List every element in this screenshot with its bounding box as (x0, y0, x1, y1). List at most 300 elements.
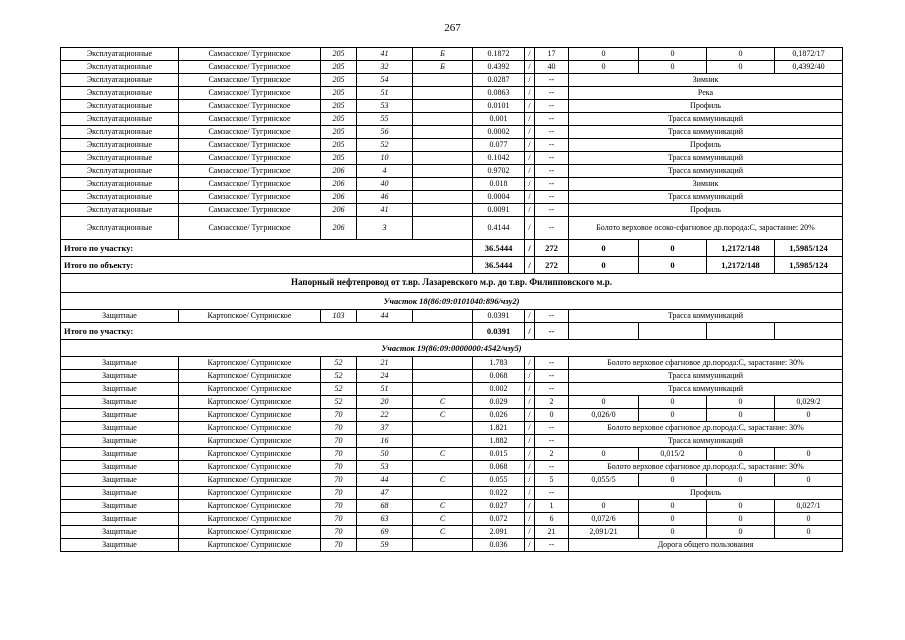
total-label: Итого по участку: (61, 323, 473, 340)
total-value-3: 1,2172/148 (707, 240, 775, 257)
separator-cell: / (525, 448, 535, 461)
volume-cell: -- (535, 310, 569, 323)
forest-type-cell: Защитные (61, 396, 179, 409)
area-cell: 0.027 (473, 500, 525, 513)
category-cell: Б (413, 61, 473, 74)
forest-plots-table (60, 47, 843, 552)
forestry-cell: Самзасское/ Тугринское (179, 126, 321, 139)
allotment-cell: 55 (357, 113, 413, 126)
category-cell (413, 152, 473, 165)
forestry-cell: Самзасское/ Тугринское (179, 61, 321, 74)
category-cell: С (413, 526, 473, 539)
allotment-cell: 68 (357, 500, 413, 513)
area-cell: 0.0287 (473, 74, 525, 87)
value-cell-2: 0 (639, 500, 707, 513)
value-cell-2: 0 (639, 48, 707, 61)
volume-cell: -- (535, 422, 569, 435)
table-row (61, 87, 843, 100)
category-cell: С (413, 448, 473, 461)
forestry-cell: Самзасское/ Тугринское (179, 100, 321, 113)
separator-cell: / (525, 526, 535, 539)
note-cell: Болото верховое осоко-сфагновое др.порода:С, зарастание: 20% (569, 217, 843, 240)
area-cell: 0.001 (473, 113, 525, 126)
separator-cell: / (525, 357, 535, 370)
separator-cell: / (525, 139, 535, 152)
volume-cell: 2 (535, 396, 569, 409)
section-heading (61, 340, 843, 357)
forest-type-cell: Защитные (61, 526, 179, 539)
separator-cell: / (525, 487, 535, 500)
total-row (61, 257, 843, 274)
table-row (61, 178, 843, 191)
value-cell-1: 0,055/5 (569, 474, 639, 487)
area-cell: 0.0863 (473, 87, 525, 100)
total-area: 0.0391 (473, 323, 525, 340)
forest-type-cell: Эксплуатационные (61, 191, 179, 204)
section-heading (61, 293, 843, 310)
value-cell-3: 0 (707, 409, 775, 422)
area-cell: 0.0391 (473, 310, 525, 323)
area-cell: 1.882 (473, 435, 525, 448)
category-cell: С (413, 513, 473, 526)
area-cell: 0.0004 (473, 191, 525, 204)
quarter-cell: 70 (321, 539, 357, 552)
value-cell-1: 0 (569, 48, 639, 61)
area-cell: 1.821 (473, 422, 525, 435)
area-cell: 2.091 (473, 526, 525, 539)
category-cell (413, 422, 473, 435)
note-cell: Трасса коммуникаций (569, 435, 843, 448)
value-cell-3: 0 (707, 500, 775, 513)
forest-type-cell: Эксплуатационные (61, 61, 179, 74)
table-row (61, 474, 843, 487)
note-cell: Река (569, 87, 843, 100)
quarter-cell: 205 (321, 48, 357, 61)
volume-cell: -- (535, 435, 569, 448)
value-cell-1: 0,026/0 (569, 409, 639, 422)
table-row (61, 310, 843, 323)
category-cell (413, 178, 473, 191)
separator-cell: / (525, 178, 535, 191)
total-value-4: 1,5985/124 (775, 257, 843, 274)
volume-cell: -- (535, 165, 569, 178)
forest-type-cell: Защитные (61, 474, 179, 487)
total-row (61, 323, 843, 340)
value-cell-3: 0 (707, 396, 775, 409)
total-volume: -- (535, 323, 569, 340)
forestry-cell: Картопское/ Супринское (179, 448, 321, 461)
volume-cell: -- (535, 152, 569, 165)
separator-cell: / (525, 74, 535, 87)
separator-cell: / (525, 435, 535, 448)
quarter-cell: 205 (321, 113, 357, 126)
total-value-2: 0 (639, 257, 707, 274)
allotment-cell: 53 (357, 100, 413, 113)
area-cell: 0.4144 (473, 217, 525, 240)
table-row (61, 191, 843, 204)
allotment-cell: 44 (357, 310, 413, 323)
separator-cell: / (525, 539, 535, 552)
forestry-cell: Картопское/ Супринское (179, 310, 321, 323)
area-cell: 0.022 (473, 487, 525, 500)
quarter-cell: 103 (321, 310, 357, 323)
volume-cell: 5 (535, 474, 569, 487)
area-cell: 0.015 (473, 448, 525, 461)
volume-cell: 2 (535, 448, 569, 461)
forest-type-cell: Эксплуатационные (61, 139, 179, 152)
value-cell-4: 0 (775, 474, 843, 487)
separator-cell: / (525, 204, 535, 217)
table-row (61, 422, 843, 435)
allotment-cell: 24 (357, 370, 413, 383)
volume-cell: -- (535, 74, 569, 87)
volume-cell: -- (535, 217, 569, 240)
allotment-cell: 20 (357, 396, 413, 409)
quarter-cell: 70 (321, 526, 357, 539)
table-row (61, 461, 843, 474)
value-cell-1: 2,091/21 (569, 526, 639, 539)
area-cell: 0.002 (473, 383, 525, 396)
category-cell (413, 74, 473, 87)
quarter-cell: 205 (321, 87, 357, 100)
separator-cell: / (525, 87, 535, 100)
value-cell-2: 0,015/2 (639, 448, 707, 461)
table-row (61, 539, 843, 552)
total-value-3 (707, 323, 775, 340)
forestry-cell: Картопское/ Супринское (179, 409, 321, 422)
quarter-cell: 70 (321, 448, 357, 461)
note-cell: Профиль (569, 487, 843, 500)
category-cell (413, 461, 473, 474)
allotment-cell: 22 (357, 409, 413, 422)
value-cell-3: 0 (707, 526, 775, 539)
total-volume: 272 (535, 257, 569, 274)
quarter-cell: 205 (321, 100, 357, 113)
total-row (61, 240, 843, 257)
area-cell: 0.4392 (473, 61, 525, 74)
area-cell: 0.068 (473, 461, 525, 474)
separator-cell: / (525, 152, 535, 165)
forest-type-cell: Эксплуатационные (61, 165, 179, 178)
volume-cell: 1 (535, 500, 569, 513)
area-cell: 0.036 (473, 539, 525, 552)
separator-cell: / (525, 500, 535, 513)
note-cell: Трасса коммуникаций (569, 383, 843, 396)
value-cell-2: 0 (639, 526, 707, 539)
note-cell: Болото верховое сфагновое др.порода:С, зарастание: 30% (569, 461, 843, 474)
allotment-cell: 63 (357, 513, 413, 526)
category-cell: Б (413, 48, 473, 61)
allotment-cell: 53 (357, 461, 413, 474)
table-row (61, 204, 843, 217)
separator-cell: / (525, 191, 535, 204)
allotment-cell: 69 (357, 526, 413, 539)
table-row (61, 487, 843, 500)
forest-type-cell: Защитные (61, 539, 179, 552)
area-cell: 0.1872 (473, 48, 525, 61)
allotment-cell: 59 (357, 539, 413, 552)
value-cell-3: 0 (707, 474, 775, 487)
quarter-cell: 206 (321, 191, 357, 204)
table-row (61, 139, 843, 152)
value-cell-2: 0 (639, 396, 707, 409)
quarter-cell: 205 (321, 139, 357, 152)
note-cell: Зимник (569, 74, 843, 87)
allotment-cell: 40 (357, 178, 413, 191)
allotment-cell: 44 (357, 474, 413, 487)
separator-cell: / (525, 310, 535, 323)
total-value-1: 0 (569, 257, 639, 274)
note-cell: Дорога общего пользования (569, 539, 843, 552)
forestry-cell: Картопское/ Супринское (179, 474, 321, 487)
forest-type-cell: Эксплуатационные (61, 152, 179, 165)
forestry-cell: Самзасское/ Тугринское (179, 217, 321, 240)
allotment-cell: 37 (357, 422, 413, 435)
forestry-cell: Картопское/ Супринское (179, 539, 321, 552)
note-cell: Болото верховое сфагновое др.порода:С, зарастание: 30% (569, 357, 843, 370)
forest-type-cell: Эксплуатационные (61, 48, 179, 61)
allotment-cell: 46 (357, 191, 413, 204)
forest-type-cell: Эксплуатационные (61, 74, 179, 87)
quarter-cell: 70 (321, 474, 357, 487)
quarter-cell: 70 (321, 500, 357, 513)
allotment-cell: 50 (357, 448, 413, 461)
table-row (61, 500, 843, 513)
category-cell: С (413, 500, 473, 513)
allotment-cell: 52 (357, 139, 413, 152)
table-row (61, 409, 843, 422)
allotment-cell: 3 (357, 217, 413, 240)
table-row (61, 383, 843, 396)
category-cell (413, 487, 473, 500)
forestry-cell: Картопское/ Супринское (179, 500, 321, 513)
total-value-3: 1,2172/148 (707, 257, 775, 274)
table-row (61, 165, 843, 178)
category-cell (413, 204, 473, 217)
area-cell: 0.072 (473, 513, 525, 526)
quarter-cell: 206 (321, 204, 357, 217)
category-cell (413, 310, 473, 323)
forest-type-cell: Защитные (61, 500, 179, 513)
volume-cell: -- (535, 204, 569, 217)
forestry-cell: Картопское/ Супринское (179, 513, 321, 526)
volume-cell: -- (535, 87, 569, 100)
allotment-cell: 16 (357, 435, 413, 448)
forest-type-cell: Защитные (61, 448, 179, 461)
separator-cell: / (525, 126, 535, 139)
note-cell: Трасса коммуникаций (569, 165, 843, 178)
forest-type-cell: Защитные (61, 310, 179, 323)
allotment-cell: 47 (357, 487, 413, 500)
forest-type-cell: Защитные (61, 435, 179, 448)
separator-cell: / (525, 100, 535, 113)
value-cell-4: 0,029/2 (775, 396, 843, 409)
forestry-cell: Самзасское/ Тугринское (179, 152, 321, 165)
forest-type-cell: Эксплуатационные (61, 126, 179, 139)
area-cell: 0.9702 (473, 165, 525, 178)
quarter-cell: 205 (321, 74, 357, 87)
value-cell-3: 0 (707, 61, 775, 74)
separator-cell: / (525, 48, 535, 61)
forestry-cell: Самзасское/ Тугринское (179, 204, 321, 217)
forestry-cell: Самзасское/ Тугринское (179, 139, 321, 152)
note-cell: Болото верховое сфагновое др.порода:С, зарастание: 30% (569, 422, 843, 435)
forest-type-cell: Защитные (61, 409, 179, 422)
total-value-4: 1,5985/124 (775, 240, 843, 257)
page-number: 267 (444, 22, 461, 34)
table-body (61, 48, 843, 552)
volume-cell: -- (535, 100, 569, 113)
area-cell: 1.783 (473, 357, 525, 370)
category-cell (413, 113, 473, 126)
note-cell: Трасса коммуникаций (569, 310, 843, 323)
volume-cell: 6 (535, 513, 569, 526)
table-row (61, 100, 843, 113)
category-cell (413, 100, 473, 113)
separator-cell: / (525, 422, 535, 435)
category-cell (413, 217, 473, 240)
value-cell-1: 0 (569, 500, 639, 513)
value-cell-2: 0 (639, 61, 707, 74)
forestry-cell: Картопское/ Супринское (179, 370, 321, 383)
note-cell: Трасса коммуникаций (569, 126, 843, 139)
category-cell: С (413, 396, 473, 409)
object-heading-text: Напорный нефтепровод от т.вр. Лазаревского м.р. до т.вр. Филипповского м.р. (61, 274, 843, 293)
separator-cell: / (525, 323, 535, 340)
volume-cell: -- (535, 126, 569, 139)
separator-cell: / (525, 396, 535, 409)
value-cell-4: 0,4392/40 (775, 61, 843, 74)
note-cell: Трасса коммуникаций (569, 191, 843, 204)
area-cell: 0.055 (473, 474, 525, 487)
total-label: Итого по объекту: (61, 257, 473, 274)
forestry-cell: Картопское/ Супринское (179, 383, 321, 396)
category-cell: С (413, 474, 473, 487)
quarter-cell: 206 (321, 165, 357, 178)
forest-type-cell: Эксплуатационные (61, 87, 179, 100)
quarter-cell: 206 (321, 178, 357, 191)
quarter-cell: 70 (321, 409, 357, 422)
separator-cell: / (525, 61, 535, 74)
volume-cell: -- (535, 487, 569, 500)
note-cell: Профиль (569, 139, 843, 152)
total-value-2 (639, 323, 707, 340)
quarter-cell: 70 (321, 422, 357, 435)
volume-cell: -- (535, 113, 569, 126)
forestry-cell: Самзасское/ Тугринское (179, 165, 321, 178)
note-cell: Зимник (569, 178, 843, 191)
category-cell (413, 165, 473, 178)
area-cell: 0.1042 (473, 152, 525, 165)
forestry-cell: Самзасское/ Тугринское (179, 74, 321, 87)
quarter-cell: 52 (321, 396, 357, 409)
value-cell-4: 0 (775, 513, 843, 526)
total-value-2: 0 (639, 240, 707, 257)
allotment-cell: 10 (357, 152, 413, 165)
volume-cell: 17 (535, 48, 569, 61)
total-value-4 (775, 323, 843, 340)
allotment-cell: 41 (357, 204, 413, 217)
table-row (61, 396, 843, 409)
volume-cell: 0 (535, 409, 569, 422)
separator-cell: / (525, 113, 535, 126)
category-cell (413, 357, 473, 370)
forest-type-cell: Эксплуатационные (61, 100, 179, 113)
separator-cell: / (525, 461, 535, 474)
value-cell-3: 0 (707, 513, 775, 526)
forestry-cell: Самзасское/ Тугринское (179, 191, 321, 204)
area-cell: 0.0101 (473, 100, 525, 113)
forestry-cell: Картопское/ Супринское (179, 357, 321, 370)
forest-type-cell: Эксплуатационные (61, 204, 179, 217)
forest-type-cell: Защитные (61, 487, 179, 500)
value-cell-4: 0 (775, 448, 843, 461)
note-cell: Профиль (569, 100, 843, 113)
quarter-cell: 70 (321, 487, 357, 500)
volume-cell: -- (535, 139, 569, 152)
quarter-cell: 70 (321, 461, 357, 474)
allotment-cell: 56 (357, 126, 413, 139)
separator-cell: / (525, 240, 535, 257)
area-cell: 0.068 (473, 370, 525, 383)
value-cell-2: 0 (639, 409, 707, 422)
note-cell: Профиль (569, 204, 843, 217)
value-cell-1: 0 (569, 448, 639, 461)
forestry-cell: Картопское/ Супринское (179, 422, 321, 435)
separator-cell: / (525, 383, 535, 396)
table-row (61, 435, 843, 448)
quarter-cell: 205 (321, 126, 357, 139)
category-cell: С (413, 409, 473, 422)
table-row (61, 126, 843, 139)
total-area: 36.5444 (473, 240, 525, 257)
forestry-cell: Самзасское/ Тугринское (179, 48, 321, 61)
forestry-cell: Картопское/ Супринское (179, 396, 321, 409)
value-cell-1: 0 (569, 396, 639, 409)
total-volume: 272 (535, 240, 569, 257)
object-heading (61, 274, 843, 293)
table-row (61, 61, 843, 74)
table-row (61, 448, 843, 461)
forest-type-cell: Защитные (61, 370, 179, 383)
volume-cell: -- (535, 357, 569, 370)
note-cell: Трасса коммуникаций (569, 152, 843, 165)
quarter-cell: 70 (321, 513, 357, 526)
forestry-cell: Картопское/ Супринское (179, 435, 321, 448)
value-cell-1: 0,072/6 (569, 513, 639, 526)
volume-cell: -- (535, 191, 569, 204)
table-row (61, 113, 843, 126)
value-cell-4: 0,1872/17 (775, 48, 843, 61)
value-cell-3: 0 (707, 448, 775, 461)
forestry-cell: Картопское/ Супринское (179, 487, 321, 500)
area-cell: 0.018 (473, 178, 525, 191)
category-cell (413, 370, 473, 383)
area-cell: 0.026 (473, 409, 525, 422)
table-row (61, 526, 843, 539)
category-cell (413, 539, 473, 552)
separator-cell: / (525, 257, 535, 274)
total-value-1: 0 (569, 240, 639, 257)
quarter-cell: 52 (321, 357, 357, 370)
value-cell-4: 0 (775, 409, 843, 422)
table-row (61, 357, 843, 370)
separator-cell: / (525, 474, 535, 487)
forest-type-cell: Защитные (61, 357, 179, 370)
section-heading-text: Участок 19(86:09:0000000:4542/чзу5) (61, 340, 843, 357)
category-cell (413, 139, 473, 152)
note-cell: Трасса коммуникаций (569, 370, 843, 383)
